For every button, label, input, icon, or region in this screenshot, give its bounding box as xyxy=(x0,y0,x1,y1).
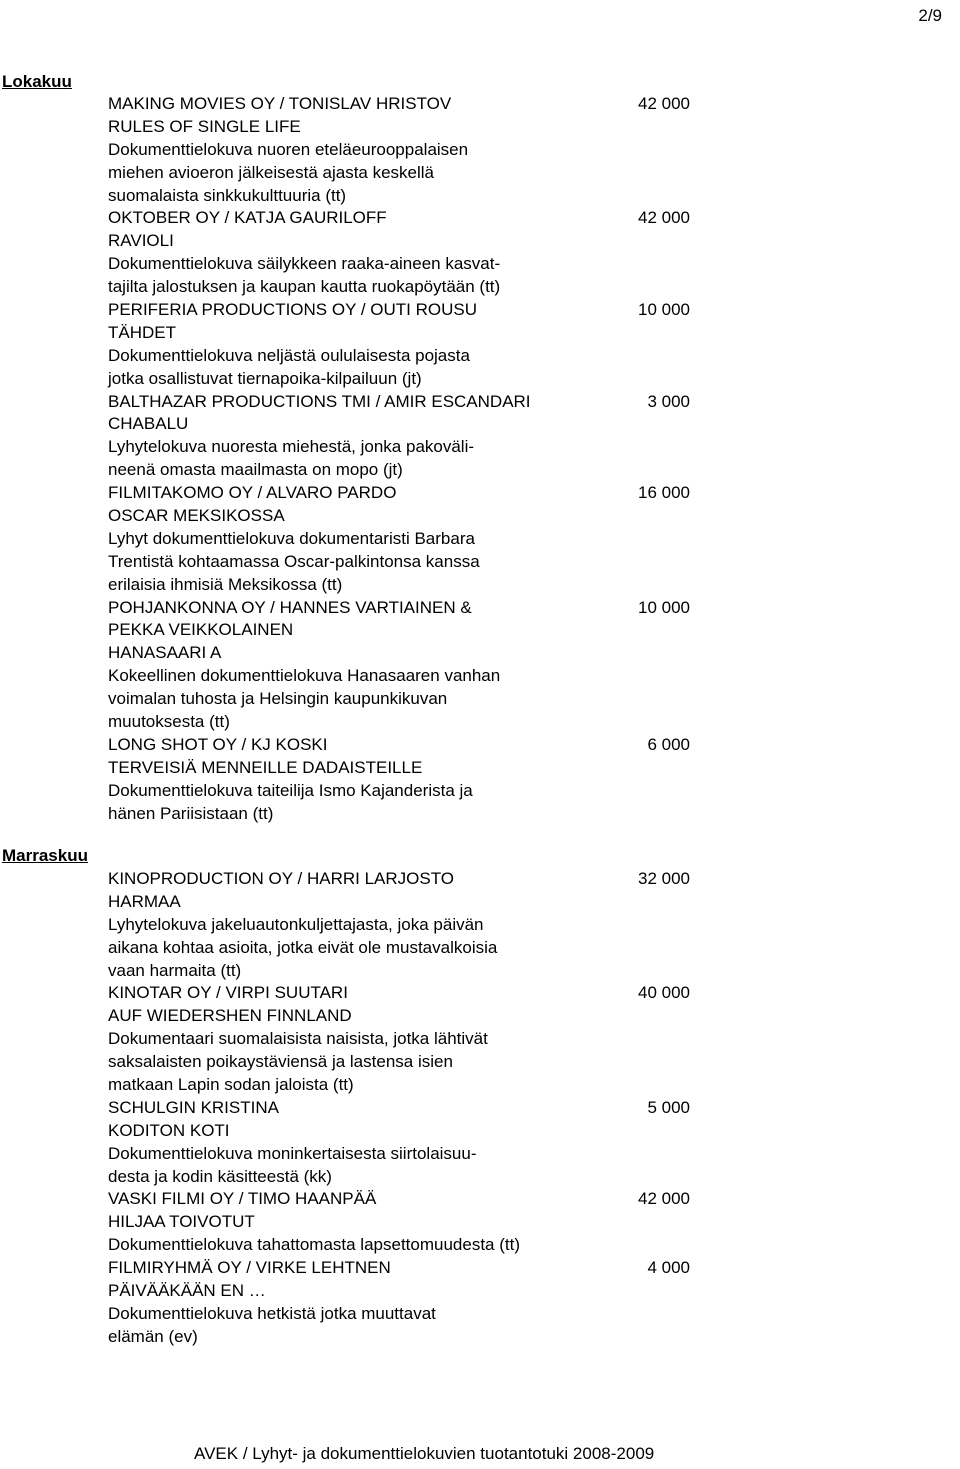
entry-producer: VASKI FILMI OY / TIMO HAANPÄÄ xyxy=(108,1189,377,1209)
entry-description-line: suomalaista sinkkukulttuuria (tt) xyxy=(108,185,347,205)
producer-line xyxy=(108,597,698,620)
entry-title: TÄHDET xyxy=(108,322,176,342)
page-number: 2/9 xyxy=(918,6,942,25)
entry-amount: 32 000 xyxy=(638,869,690,888)
entry-title: KODITON KOTI xyxy=(108,1120,230,1140)
entry-title: RULES OF SINGLE LIFE xyxy=(108,116,301,136)
month-heading-lokakuu: Lokakuu xyxy=(2,72,72,91)
entry-description-line: Dokumentaari suomalaisista naisista, jotka lähtivät xyxy=(108,1029,488,1049)
entry-amount: 5 000 xyxy=(647,1097,690,1117)
entry-amount: 3 000 xyxy=(647,391,690,411)
producer-line xyxy=(108,1097,698,1120)
entry-amount: 10 000 xyxy=(638,597,690,617)
entry-description-line: Kokeellinen dokumenttielokuva Hanasaaren vanhan xyxy=(108,666,501,686)
entry-producer: PERIFERIA PRODUCTIONS OY / OUTI ROUSU xyxy=(108,300,478,320)
section-marraskuu xyxy=(108,868,698,1349)
entry-title: CHABALU xyxy=(108,414,189,434)
entry-producer: MAKING MOVIES OY / TONISLAV HRISTOV xyxy=(108,94,452,113)
section-lokakuu xyxy=(108,93,698,826)
entry-description-line: Dokumenttielokuva moninkertaisesta siirtolaisuu- xyxy=(108,1143,477,1163)
entry-description-line: Dokumenttielokuva taiteilija Ismo Kajanderista ja xyxy=(108,780,473,800)
entry-description-line: Lyhyt dokumenttielokuva dokumentaristi Barbara xyxy=(108,528,475,548)
entry-description-line: Lyhytelokuva nuoresta miehestä, jonka pakoväli- xyxy=(108,437,475,457)
entry-description-line: saksalaisten poikaystäviensä ja lastensa isien xyxy=(108,1052,453,1072)
entry-description-line: desta ja kodin käsitteestä (kk) xyxy=(108,1166,332,1186)
producer-line xyxy=(108,93,698,116)
producer-line xyxy=(108,734,698,757)
entry-amount: 10 000 xyxy=(638,300,690,320)
entry-title: HILJAA TOIVOTUT xyxy=(108,1212,255,1232)
entry-description-line: muutoksesta (tt) xyxy=(108,712,230,732)
entry-producer: BALTHAZAR PRODUCTIONS TMI / AMIR ESCANDARI xyxy=(108,391,531,411)
entry-amount: 42 000 xyxy=(638,208,690,228)
entry-title: AUF WIEDERSHEN FINNLAND xyxy=(108,1006,352,1026)
page-footer: AVEK / Lyhyt- ja dokumenttielokuvien tuotantotuki 2008-2009 xyxy=(194,1444,655,1463)
entry-producer: FILMIRYHMÄ OY / VIRKE LEHTNEN xyxy=(108,1258,391,1278)
entry-title: RAVIOLI xyxy=(108,231,174,251)
entry-description-line: erilaisia ihmisiä Meksikossa (tt) xyxy=(108,574,343,594)
entry-title: HARMAA xyxy=(108,891,181,911)
entry-description-line: voimalan tuhosta ja Helsingin kaupunkikuvan xyxy=(108,689,448,709)
entry-amount: 16 000 xyxy=(638,483,690,503)
producer-line xyxy=(108,868,698,891)
entry-title: PÄIVÄÄKÄÄN EN … xyxy=(108,1281,266,1301)
entry-description-line: Trentistä kohtaamassa Oscar-palkintonsa kanssa xyxy=(108,551,480,571)
entry-description-line: miehen avioeron jälkeisestä ajasta keskellä xyxy=(108,162,435,182)
entry-amount: 4 000 xyxy=(647,1258,690,1278)
entry-description-line: Dokumenttielokuva nuoren eteläeurooppalaisen xyxy=(108,139,469,159)
producer-line xyxy=(108,1257,698,1280)
entry-producer: LONG SHOT OY / KJ KOSKI xyxy=(108,734,328,754)
entry-title: HANASAARI A xyxy=(108,643,222,663)
entry-description-line: vaan harmaita (tt) xyxy=(108,960,242,980)
entry-producer: KINOPRODUCTION OY / HARRI LARJOSTO xyxy=(108,869,455,888)
producer-line xyxy=(108,1188,698,1211)
entry-amount: 6 000 xyxy=(647,734,690,754)
entry-producer: POHJANKONNA OY / HANNES VARTIAINEN & xyxy=(108,597,472,617)
entry-producer: OKTOBER OY / KATJA GAURILOFF xyxy=(108,208,387,228)
producer-line xyxy=(108,299,698,322)
entry-description-line: matkaan Lapin sodan jaloista (tt) xyxy=(108,1075,354,1095)
entry-amount: 40 000 xyxy=(638,983,690,1003)
entry-description-line: jotka osallistuvat tiernapoika-kilpailuun (jt) xyxy=(108,368,422,388)
entry-producer: SCHULGIN KRISTINA xyxy=(108,1097,279,1117)
producer-line xyxy=(108,391,698,414)
entry-description-line: hänen Pariisistaan (tt) xyxy=(108,803,274,823)
entry-title: TERVEISIÄ MENNEILLE DADAISTEILLE xyxy=(108,757,423,777)
entry-amount: 42 000 xyxy=(638,1189,690,1209)
producer-line xyxy=(108,207,698,230)
producer-line xyxy=(108,482,698,505)
entry-description-line: neenä omasta maailmasta on mopo (jt) xyxy=(108,460,403,480)
entry-description-line: Lyhytelokuva jakeluautonkuljettajasta, joka päivän xyxy=(108,914,484,934)
entry-description-line: tajilta jalostuksen ja kaupan kautta ruokapöytään (tt) xyxy=(108,277,501,297)
entry-producer: FILMITAKOMO OY / ALVARO PARDO xyxy=(108,483,397,503)
entry-description-line: Dokumenttielokuva neljästä oululaisesta pojasta xyxy=(108,345,470,365)
entry-description-line: elämän (ev) xyxy=(108,1326,198,1346)
entry-description-line: aikana kohtaa asioita, jotka eivät ole mustavalkoisia xyxy=(108,937,498,957)
producer-line xyxy=(108,982,698,1005)
month-heading-marraskuu: Marraskuu xyxy=(2,846,88,865)
entry-title: OSCAR MEKSIKOSSA xyxy=(108,506,285,526)
entry-producer: KINOTAR OY / VIRPI SUUTARI xyxy=(108,983,348,1003)
entry-producer-continued: PEKKA VEIKKOLAINEN xyxy=(108,620,294,640)
entry-description-line: Dokumenttielokuva säilykkeen raaka-aineen kasvat- xyxy=(108,254,501,274)
entry-amount: 42 000 xyxy=(638,94,690,113)
entry-description-line: Dokumenttielokuva tahattomasta lapsettomuudesta (tt) xyxy=(108,1235,520,1255)
entry-description-line: Dokumenttielokuva hetkistä jotka muuttavat xyxy=(108,1303,436,1323)
